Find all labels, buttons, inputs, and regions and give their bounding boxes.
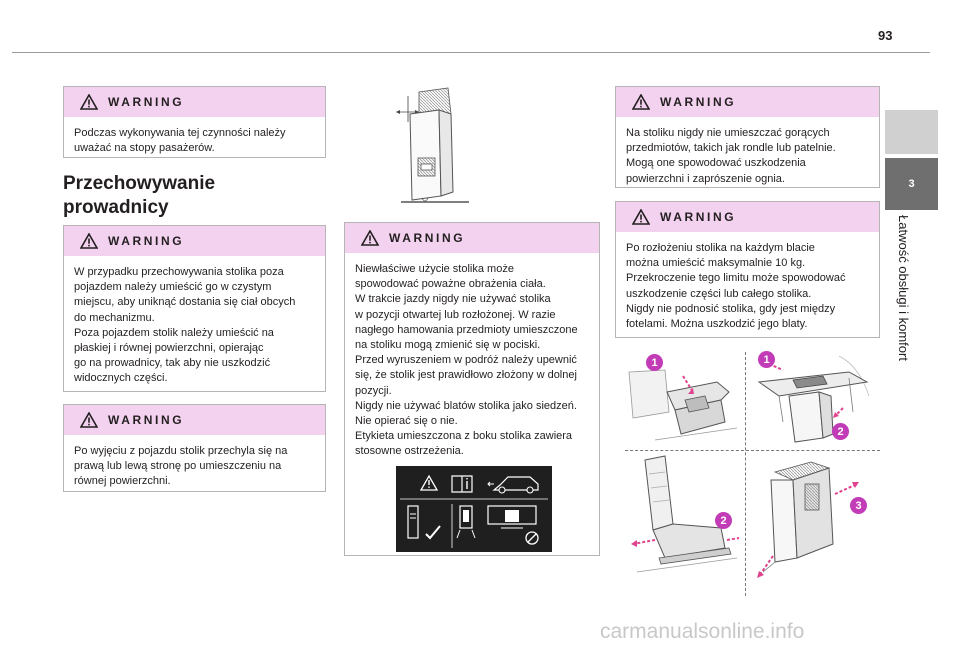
callout-2: 2: [832, 423, 849, 440]
warning-line: miejscu, aby uniknąć dostania się ciał obcych: [74, 296, 296, 309]
warning-header: [64, 226, 325, 256]
vehicle-icon: [488, 477, 538, 493]
warning-line: Nigdy nie podnosić stolika, gdy jest między: [626, 302, 836, 315]
warning-line: Etykieta umieszczona z boku stolika zawiera: [355, 430, 573, 443]
warning-text: [616, 232, 879, 340]
warning-line: Nie opierać się o nie.: [355, 415, 458, 428]
warning-line: stosowne ostrzeżenia.: [355, 445, 464, 458]
warning-label: WARNING: [108, 413, 185, 427]
chapter-tab[interactable]: [885, 158, 938, 210]
section-title: [63, 172, 215, 220]
warning-line: płaskiej i równej powierzchni, opierając: [74, 342, 264, 355]
warning-line: Poza pojazdem stolik należy umieścić na: [74, 326, 274, 339]
warning-triangle-icon: [361, 230, 379, 246]
top-rule: [12, 52, 930, 53]
armrest-fold-illustration: [625, 352, 743, 448]
folded-ok-icon: [408, 506, 440, 538]
warning-label: WARNING: [660, 210, 737, 224]
manual-info-icon: [452, 476, 472, 492]
warning-line: w pozycji otwartej lub rozłożonej. W razie: [355, 308, 556, 321]
warning-line: Po wyjęciu z pojazdu stolik przechyla się na: [74, 445, 288, 457]
warning-line: powierzchni i zaprószenie ognia.: [626, 172, 785, 185]
warning-triangle-icon: [80, 233, 98, 249]
warning-line: Przed wyruszeniem w podróż należy upewnić: [355, 354, 577, 367]
side-tab-light: [885, 110, 938, 154]
warning-line: go na prowadnicy, tak aby nie uszkodzić: [74, 357, 271, 370]
watermark: carmanualsonline.info: [600, 620, 805, 643]
warning-line: Podczas wykonywania tej czynności należy: [74, 127, 286, 139]
illustration-divider-vertical: [745, 352, 746, 596]
page-number: 93: [878, 28, 893, 43]
warning-box-storage: [63, 225, 326, 392]
warning-label: WARNING: [660, 95, 737, 109]
warning-label: WARNING: [108, 234, 185, 248]
warning-line: uszkodzenie części lub całego stolika.: [626, 287, 812, 300]
warning-text: [345, 253, 599, 468]
warning-line: równej powierzchni.: [74, 475, 171, 488]
warning-text: [64, 435, 325, 498]
warning-triangle-icon: [421, 476, 437, 490]
warning-line: uważać na stopy pasażerów.: [74, 142, 215, 155]
warning-box-max-load: [615, 201, 880, 338]
warning-line: Przekroczenie tego limitu może spowodować: [626, 272, 846, 285]
warning-header: [64, 87, 325, 117]
warning-line: widocznych części.: [74, 372, 168, 385]
warning-header: [345, 223, 599, 253]
warning-line: do mechanizmu.: [74, 311, 155, 324]
warning-line: Po rozłożeniu stolika na każdym blacie: [626, 242, 815, 254]
section-title-line: Przechowywanie: [63, 173, 216, 194]
warning-triangle-icon: [632, 209, 650, 225]
warning-box-tilt: [63, 404, 326, 492]
section-title-line: prowadnicy: [63, 197, 169, 218]
warning-line: nagłego hamowania przedmioty umieszczone: [355, 323, 578, 336]
warning-line: Mogą one spowodować uszkodzenia: [626, 157, 806, 170]
warning-box-hot-items: [615, 86, 880, 188]
warning-line: Niewłaściwe użycie stolika może: [355, 263, 514, 275]
warning-line: W przypadku przechowywania stolika poza: [74, 266, 284, 278]
warning-line: Nigdy nie używać blatów stolika jako siedzeń.: [355, 399, 577, 412]
table-remove-illustration: [749, 454, 879, 596]
callout-3: 3: [850, 497, 867, 514]
callout-2: 2: [715, 512, 732, 529]
warning-triangle-icon: [80, 94, 98, 110]
warning-triangle-icon: [632, 94, 650, 110]
warning-label: WARNING: [108, 95, 185, 109]
open-table-icon: [457, 506, 538, 544]
warning-header: [64, 405, 325, 435]
warning-triangle-icon: [80, 412, 98, 428]
warning-label: WARNING: [389, 231, 466, 245]
warning-line: przedmiotów, takich jak rondle lub patelnie.: [626, 142, 836, 155]
warning-line: pozycji.: [355, 384, 392, 397]
warning-line: na stoliku mogą zmienić się w pociski.: [355, 339, 541, 352]
warning-text: [64, 256, 325, 395]
chapter-number: 3: [908, 178, 915, 190]
warning-line: się, że stolik jest prawidłowo złożony w dolnej: [355, 369, 577, 382]
warning-line: można umieścić maksymalnie 10 kg.: [626, 257, 806, 270]
callout-1: 1: [758, 351, 775, 368]
warning-line: prawą lub lewą stronę po umieszczeniu na: [74, 460, 282, 473]
warning-line: spowodować poważne obrażenia ciała.: [355, 278, 546, 291]
warning-text: [616, 117, 879, 195]
sticker-pictograms: [396, 466, 552, 552]
warning-header: [616, 202, 879, 232]
chapter-title: Łatwość obsługi i komfort: [896, 215, 911, 361]
warning-text: [64, 117, 325, 164]
table-guide-illustration: [393, 84, 473, 208]
warning-line: fotelami. Można uszkodzić jego blaty.: [626, 318, 808, 331]
warning-line: pojazdem należy umieścić go w czystym: [74, 281, 272, 294]
warning-label-sticker: [396, 466, 552, 552]
illustration-divider-horizontal: [625, 450, 880, 451]
warning-line: Na stoliku nigdy nie umieszczać gorących: [626, 127, 830, 139]
warning-line: W trakcie jazdy nigdy nie używać stolika: [355, 293, 551, 306]
callout-1: 1: [646, 354, 663, 371]
warning-box-feet: [63, 86, 326, 158]
warning-header: [616, 87, 879, 117]
